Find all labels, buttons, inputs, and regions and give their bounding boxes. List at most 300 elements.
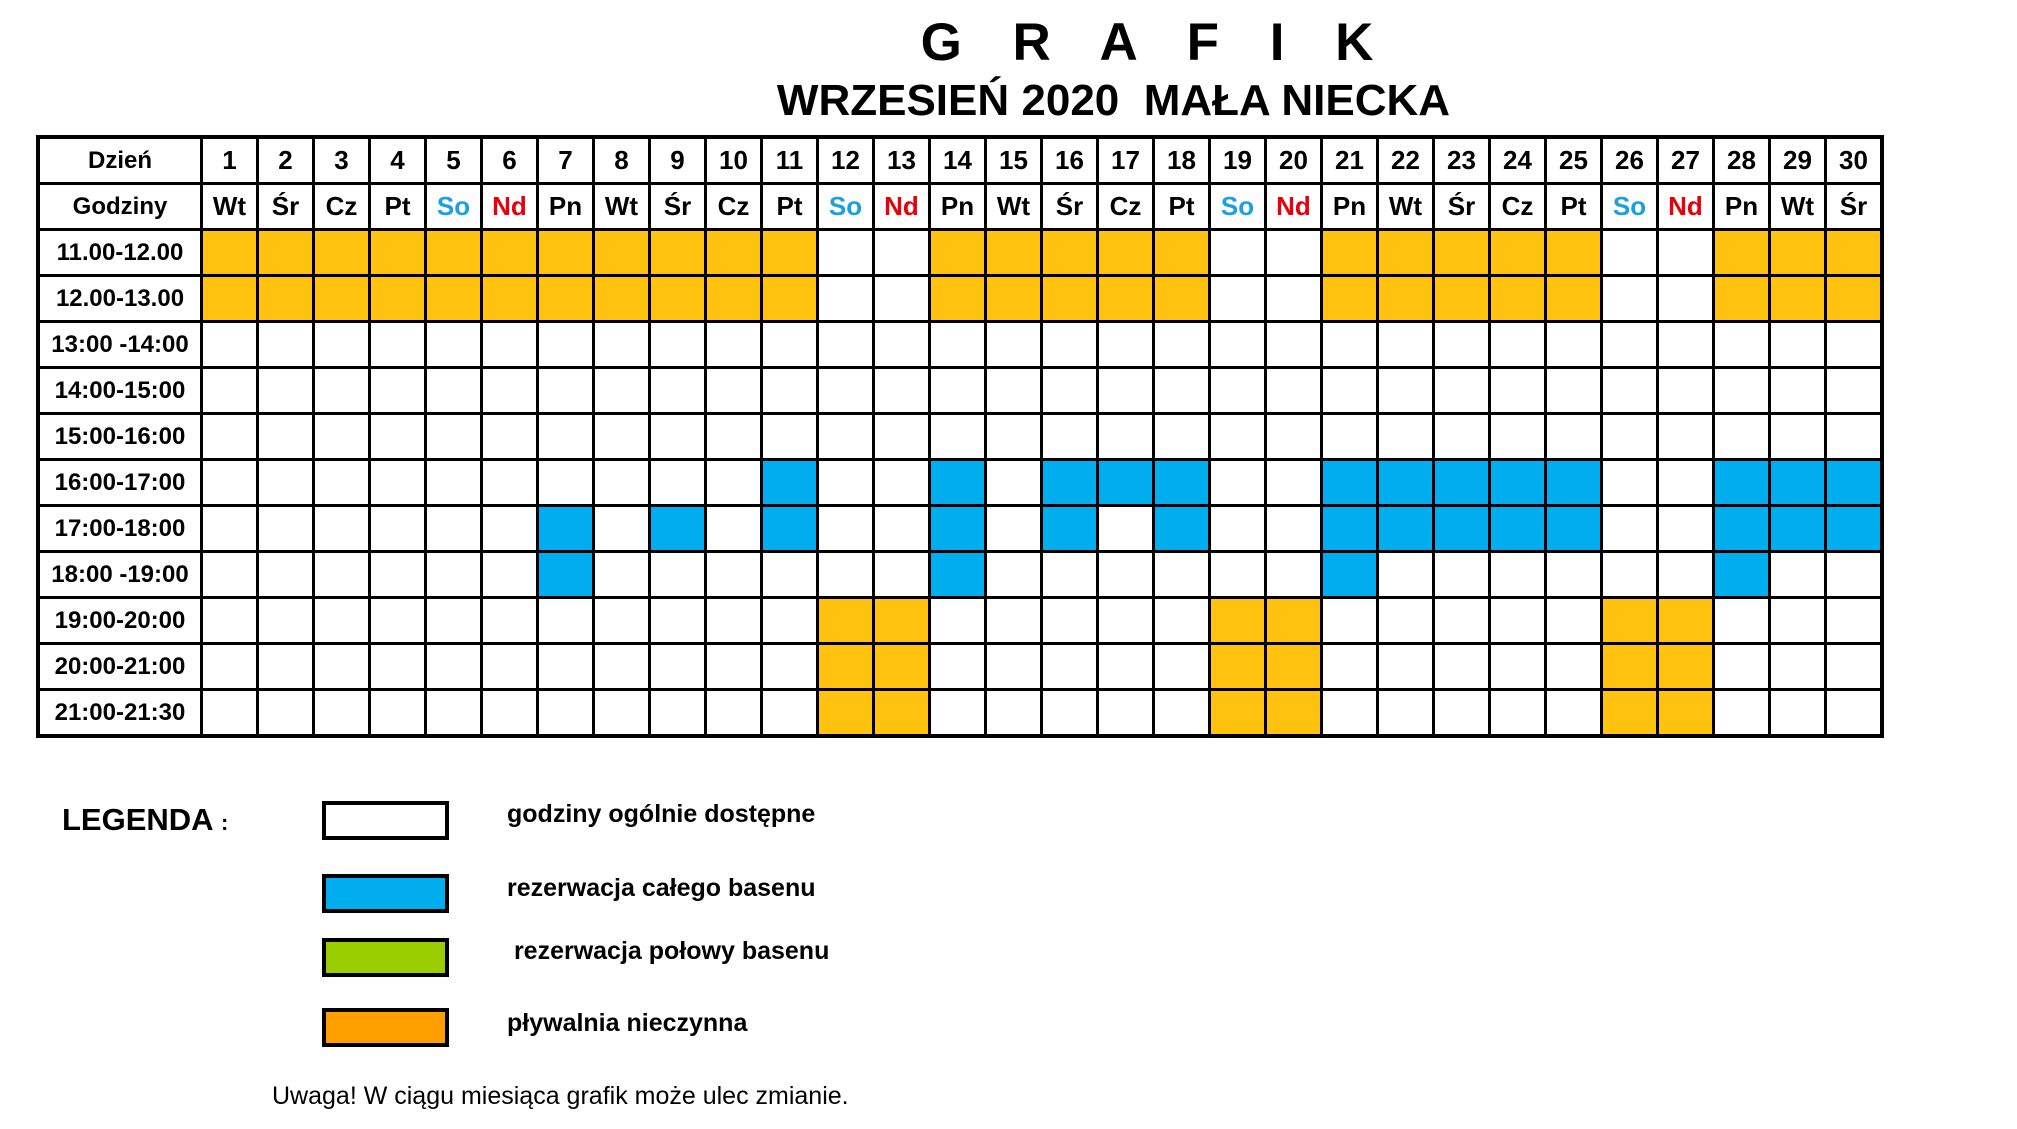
- schedule-cell: [1322, 598, 1378, 644]
- day-number: 11: [762, 137, 818, 184]
- weekday-label: So: [1210, 184, 1266, 230]
- day-number: 2: [258, 137, 314, 184]
- schedule-cell: [1042, 460, 1098, 506]
- schedule-cell: [874, 230, 930, 276]
- schedule-cell: [538, 322, 594, 368]
- schedule-cell: [1210, 552, 1266, 598]
- schedule-cell: [818, 276, 874, 322]
- schedule-cell: [1378, 506, 1434, 552]
- time-slot-row: [38, 322, 1882, 368]
- schedule-cell: [874, 690, 930, 737]
- schedule-cell: [1098, 598, 1154, 644]
- day-number: 27: [1658, 137, 1714, 184]
- schedule-cell: [1770, 414, 1826, 460]
- time-slot-row: [38, 368, 1882, 414]
- day-number: 4: [370, 137, 426, 184]
- schedule-cell: [538, 644, 594, 690]
- schedule-cell: [594, 598, 650, 644]
- schedule-cell: [1266, 276, 1322, 322]
- schedule-cell: [1098, 460, 1154, 506]
- schedule-cell: [1210, 506, 1266, 552]
- schedule-cell: [1602, 598, 1658, 644]
- day-number: 17: [1098, 137, 1154, 184]
- schedule-cell: [426, 276, 482, 322]
- schedule-cell: [1826, 460, 1883, 506]
- schedule-cell: [986, 414, 1042, 460]
- schedule-cell: [1266, 690, 1322, 737]
- schedule-cell: [482, 506, 538, 552]
- time-slot-row: [38, 414, 1882, 460]
- schedule-cell: [1490, 230, 1546, 276]
- schedule-cell: [1546, 368, 1602, 414]
- schedule-cell: [1266, 644, 1322, 690]
- footer-note: Uwaga! W ciągu miesiąca grafik może ulec zmianie.: [272, 1082, 849, 1110]
- schedule-cell: [1490, 414, 1546, 460]
- schedule-cell: [1546, 506, 1602, 552]
- schedule-cell: [706, 414, 762, 460]
- weekday-label: Nd: [482, 184, 538, 230]
- schedule-cell: [1490, 598, 1546, 644]
- schedule-cell: [1714, 322, 1770, 368]
- schedule-cell: [1434, 322, 1490, 368]
- schedule-cell: [538, 552, 594, 598]
- time-slot-row: [38, 644, 1882, 690]
- schedule-cell: [1042, 322, 1098, 368]
- weekday-label: Śr: [1434, 184, 1490, 230]
- schedule-cell: [762, 598, 818, 644]
- schedule-cell: [1322, 230, 1378, 276]
- schedule-cell: [1658, 230, 1714, 276]
- schedule-cell: [202, 552, 258, 598]
- schedule-cell: [1770, 552, 1826, 598]
- weekday-label: Nd: [1266, 184, 1322, 230]
- legend-swatch-full-reservation: [322, 874, 449, 913]
- day-number: 18: [1154, 137, 1210, 184]
- weekday-label: Nd: [1658, 184, 1714, 230]
- schedule-cell: [1602, 230, 1658, 276]
- weekday-label: Cz: [706, 184, 762, 230]
- schedule-cell: [482, 414, 538, 460]
- schedule-cell: [818, 322, 874, 368]
- schedule-cell: [1266, 414, 1322, 460]
- schedule-cell: [1546, 276, 1602, 322]
- schedule-cell: [1154, 506, 1210, 552]
- schedule-cell: [258, 230, 314, 276]
- schedule-cell: [1378, 414, 1434, 460]
- day-number: 13: [874, 137, 930, 184]
- schedule-cell: [874, 552, 930, 598]
- schedule-cell: [1434, 276, 1490, 322]
- schedule-cell: [1714, 552, 1770, 598]
- schedule-cell: [706, 552, 762, 598]
- schedule-cell: [930, 506, 986, 552]
- weekday-label: Nd: [874, 184, 930, 230]
- schedule-cell: [1322, 276, 1378, 322]
- schedule-cell: [594, 230, 650, 276]
- day-number: 28: [1714, 137, 1770, 184]
- time-slot-label: 17:00-18:00: [38, 506, 202, 552]
- day-number: 5: [426, 137, 482, 184]
- schedule-cell: [1322, 506, 1378, 552]
- schedule-cell: [1378, 368, 1434, 414]
- schedule-cell: [426, 644, 482, 690]
- schedule-cell: [986, 690, 1042, 737]
- schedule-cell: [986, 368, 1042, 414]
- schedule-cell: [1042, 414, 1098, 460]
- schedule-cell: [1546, 644, 1602, 690]
- schedule-cell: [538, 460, 594, 506]
- schedule-cell: [1266, 368, 1322, 414]
- schedule-cell: [818, 552, 874, 598]
- schedule-cell: [1322, 322, 1378, 368]
- schedule-cell: [1322, 414, 1378, 460]
- schedule-cell: [1322, 690, 1378, 737]
- schedule-cell: [1602, 368, 1658, 414]
- schedule-cell: [1210, 598, 1266, 644]
- schedule-cell: [1322, 460, 1378, 506]
- schedule-cell: [1210, 690, 1266, 737]
- schedule-cell: [1714, 414, 1770, 460]
- schedule-cell: [1826, 230, 1883, 276]
- schedule-cell: [370, 598, 426, 644]
- schedule-cell: [1770, 506, 1826, 552]
- schedule-cell: [594, 368, 650, 414]
- schedule-cell: [762, 322, 818, 368]
- day-number: 3: [314, 137, 370, 184]
- schedule-cell: [762, 230, 818, 276]
- schedule-cell: [874, 414, 930, 460]
- day-number: 26: [1602, 137, 1658, 184]
- schedule-cell: [1770, 230, 1826, 276]
- legend-label-half-reservation: rezerwacja połowy basenu: [507, 937, 830, 965]
- weekday-label: Wt: [986, 184, 1042, 230]
- schedule-cell: [1378, 460, 1434, 506]
- schedule-cell: [314, 368, 370, 414]
- schedule-cell: [650, 644, 706, 690]
- schedule-cell: [1434, 368, 1490, 414]
- weekday-label: So: [1602, 184, 1658, 230]
- schedule-cell: [426, 230, 482, 276]
- schedule-cell: [1434, 230, 1490, 276]
- schedule-cell: [706, 598, 762, 644]
- schedule-cell: [370, 644, 426, 690]
- schedule-cell: [706, 276, 762, 322]
- schedule-cell: [594, 690, 650, 737]
- weekday-label: Pt: [762, 184, 818, 230]
- weekday-label: Wt: [1770, 184, 1826, 230]
- day-number: 8: [594, 137, 650, 184]
- schedule-cell: [482, 644, 538, 690]
- schedule-cell: [314, 414, 370, 460]
- schedule-cell: [650, 690, 706, 737]
- schedule-cell: [1266, 598, 1322, 644]
- schedule-cell: [370, 322, 426, 368]
- schedule-cell: [1042, 230, 1098, 276]
- schedule-cell: [1546, 690, 1602, 737]
- schedule-cell: [1602, 552, 1658, 598]
- schedule-cell: [762, 276, 818, 322]
- schedule-cell: [1154, 230, 1210, 276]
- time-slot-label: 16:00-17:00: [38, 460, 202, 506]
- page-subtitle: WRZESIEŃ 2020 MAŁA NIECKA: [776, 76, 1451, 125]
- schedule-cell: [1602, 506, 1658, 552]
- schedule-cell: [1826, 506, 1883, 552]
- page-title: G R A F I K: [920, 13, 1392, 72]
- schedule-cell: [1490, 322, 1546, 368]
- schedule-cell: [1042, 276, 1098, 322]
- weekday-label: Pn: [1322, 184, 1378, 230]
- schedule-cell: [650, 414, 706, 460]
- schedule-cell: [1826, 552, 1883, 598]
- schedule-cell: [370, 552, 426, 598]
- schedule-cell: [874, 598, 930, 644]
- schedule-cell: [482, 552, 538, 598]
- schedule-cell: [594, 322, 650, 368]
- schedule-cell: [1490, 460, 1546, 506]
- schedule-cell: [874, 368, 930, 414]
- schedule-cell: [482, 230, 538, 276]
- schedule-cell: [1490, 368, 1546, 414]
- schedule-cell: [1714, 506, 1770, 552]
- schedule-cell: [1714, 598, 1770, 644]
- schedule-cell: [1378, 276, 1434, 322]
- weekday-label: Pt: [1546, 184, 1602, 230]
- schedule-cell: [818, 368, 874, 414]
- schedule-cell: [1546, 322, 1602, 368]
- legend-swatch-closed: [322, 1008, 449, 1047]
- schedule-cell: [1658, 460, 1714, 506]
- schedule-cell: [426, 506, 482, 552]
- schedule-cell: [986, 276, 1042, 322]
- schedule-cell: [1042, 552, 1098, 598]
- legend-colon: :: [221, 810, 229, 835]
- schedule-cell: [1322, 644, 1378, 690]
- schedule-cell: [314, 506, 370, 552]
- time-slot-row: [38, 460, 1882, 506]
- schedule-cell: [258, 598, 314, 644]
- schedule-cell: [258, 414, 314, 460]
- time-slot-label: 12.00-13.00: [38, 276, 202, 322]
- schedule-cell: [706, 322, 762, 368]
- schedule-cell: [930, 644, 986, 690]
- header-row-days: [38, 137, 1882, 184]
- time-slot-label: 21:00-21:30: [38, 690, 202, 737]
- schedule-cell: [1098, 506, 1154, 552]
- time-slot-label: 20:00-21:00: [38, 644, 202, 690]
- schedule-cell: [1434, 414, 1490, 460]
- schedule-cell: [986, 552, 1042, 598]
- schedule-cell: [1098, 690, 1154, 737]
- time-slot-row: [38, 506, 1882, 552]
- schedule-cell: [650, 598, 706, 644]
- hours-header-label: Godziny: [38, 184, 202, 230]
- weekday-label: Wt: [594, 184, 650, 230]
- schedule-cell: [706, 368, 762, 414]
- schedule-cell: [1154, 276, 1210, 322]
- schedule-cell: [762, 368, 818, 414]
- schedule-cell: [1714, 368, 1770, 414]
- schedule-cell: [1602, 644, 1658, 690]
- schedule-cell: [426, 460, 482, 506]
- schedule-cell: [1210, 460, 1266, 506]
- day-number: 25: [1546, 137, 1602, 184]
- schedule-cell: [874, 276, 930, 322]
- schedule-cell: [650, 552, 706, 598]
- schedule-cell: [202, 322, 258, 368]
- schedule-cell: [1098, 552, 1154, 598]
- schedule-cell: [1378, 322, 1434, 368]
- schedule-cell: [874, 506, 930, 552]
- schedule-cell: [1266, 230, 1322, 276]
- schedule-cell: [706, 506, 762, 552]
- schedule-cell: [1490, 276, 1546, 322]
- day-number: 22: [1378, 137, 1434, 184]
- day-number: 30: [1826, 137, 1883, 184]
- schedule-cell: [818, 506, 874, 552]
- schedule-cell: [426, 598, 482, 644]
- schedule-cell: [1602, 276, 1658, 322]
- schedule-cell: [370, 460, 426, 506]
- schedule-cell: [1770, 644, 1826, 690]
- schedule-cell: [370, 414, 426, 460]
- day-header-label: Dzień: [38, 137, 202, 184]
- schedule-cell: [650, 230, 706, 276]
- schedule-cell: [1602, 460, 1658, 506]
- schedule-cell: [1602, 414, 1658, 460]
- schedule-cell: [426, 690, 482, 737]
- schedule-cell: [762, 690, 818, 737]
- weekday-label: Wt: [1378, 184, 1434, 230]
- schedule-cell: [1042, 506, 1098, 552]
- schedule-cell: [874, 644, 930, 690]
- schedule-cell: [314, 598, 370, 644]
- schedule-cell: [818, 230, 874, 276]
- schedule-cell: [202, 460, 258, 506]
- schedule-cell: [1714, 230, 1770, 276]
- schedule-cell: [1490, 506, 1546, 552]
- weekday-label: Śr: [650, 184, 706, 230]
- schedule-cell: [1658, 368, 1714, 414]
- schedule-cell: [1378, 230, 1434, 276]
- weekday-label: Cz: [1490, 184, 1546, 230]
- schedule-cell: [1770, 598, 1826, 644]
- schedule-cell: [706, 690, 762, 737]
- time-slot-row: [38, 690, 1882, 737]
- schedule-cell: [1098, 414, 1154, 460]
- time-slot-label: 15:00-16:00: [38, 414, 202, 460]
- schedule-cell: [1210, 644, 1266, 690]
- schedule-cell: [1826, 368, 1883, 414]
- schedule-cell: [594, 506, 650, 552]
- schedule-cell: [1826, 322, 1883, 368]
- time-slot-row: [38, 598, 1882, 644]
- schedule-cell: [1826, 690, 1883, 737]
- schedule-cell: [1266, 322, 1322, 368]
- schedule-cell: [482, 368, 538, 414]
- schedule-cell: [314, 322, 370, 368]
- schedule-cell: [1322, 552, 1378, 598]
- schedule-cell: [1210, 322, 1266, 368]
- schedule-cell: [986, 506, 1042, 552]
- schedule-cell: [1154, 552, 1210, 598]
- time-slot-label: 11.00-12.00: [38, 230, 202, 276]
- weekday-label: Pn: [1714, 184, 1770, 230]
- schedule-cell: [1602, 322, 1658, 368]
- schedule-cell: [1042, 598, 1098, 644]
- schedule-cell: [258, 460, 314, 506]
- schedule-cell: [594, 276, 650, 322]
- weekday-label: Pt: [1154, 184, 1210, 230]
- schedule-cell: [426, 552, 482, 598]
- schedule-cell: [1434, 644, 1490, 690]
- legend-swatch-half-reservation: [322, 938, 449, 977]
- schedule-cell: [1154, 598, 1210, 644]
- schedule-cell: [1434, 506, 1490, 552]
- schedule-cell: [202, 598, 258, 644]
- schedule-cell: [202, 644, 258, 690]
- schedule-cell: [370, 276, 426, 322]
- schedule-cell: [1658, 414, 1714, 460]
- schedule-cell: [818, 690, 874, 737]
- schedule-cell: [1154, 460, 1210, 506]
- schedule-cell: [258, 368, 314, 414]
- schedule-cell: [1546, 460, 1602, 506]
- day-number: 23: [1434, 137, 1490, 184]
- schedule-cell: [1434, 690, 1490, 737]
- schedule-cell: [1210, 368, 1266, 414]
- schedule-cell: [1546, 552, 1602, 598]
- weekday-label: Śr: [1042, 184, 1098, 230]
- schedule-cell: [1154, 414, 1210, 460]
- weekday-label: Cz: [1098, 184, 1154, 230]
- schedule-cell: [202, 368, 258, 414]
- weekday-label: Pn: [930, 184, 986, 230]
- schedule-cell: [202, 506, 258, 552]
- schedule-cell: [650, 460, 706, 506]
- schedule-cell: [314, 460, 370, 506]
- legend-label-closed: pływalnia nieczynna: [507, 1009, 748, 1037]
- schedule-cell: [1658, 552, 1714, 598]
- schedule-cell: [1434, 598, 1490, 644]
- schedule-cell: [1378, 690, 1434, 737]
- legend-label-available: godziny ogólnie dostępne: [507, 800, 816, 828]
- schedule-cell: [1770, 322, 1826, 368]
- schedule-cell: [538, 506, 594, 552]
- day-number: 20: [1266, 137, 1322, 184]
- schedule-cell: [426, 414, 482, 460]
- time-slot-label: 13:00 -14:00: [38, 322, 202, 368]
- schedule-table: [36, 135, 1884, 738]
- schedule-cell: [650, 276, 706, 322]
- schedule-cell: [370, 690, 426, 737]
- time-slot-row: [38, 276, 1882, 322]
- legend-swatch-available: [322, 801, 449, 840]
- schedule-cell: [930, 690, 986, 737]
- day-number: 6: [482, 137, 538, 184]
- schedule-cell: [314, 552, 370, 598]
- schedule-cell: [1378, 598, 1434, 644]
- schedule-cell: [1042, 368, 1098, 414]
- schedule-cell: [818, 460, 874, 506]
- schedule-cell: [1154, 690, 1210, 737]
- schedule-cell: [1210, 414, 1266, 460]
- schedule-cell: [1042, 690, 1098, 737]
- schedule-cell: [1714, 460, 1770, 506]
- schedule-cell: [986, 460, 1042, 506]
- legend-title-text: LEGENDA: [62, 802, 213, 837]
- schedule-cell: [1546, 414, 1602, 460]
- schedule-cell: [202, 276, 258, 322]
